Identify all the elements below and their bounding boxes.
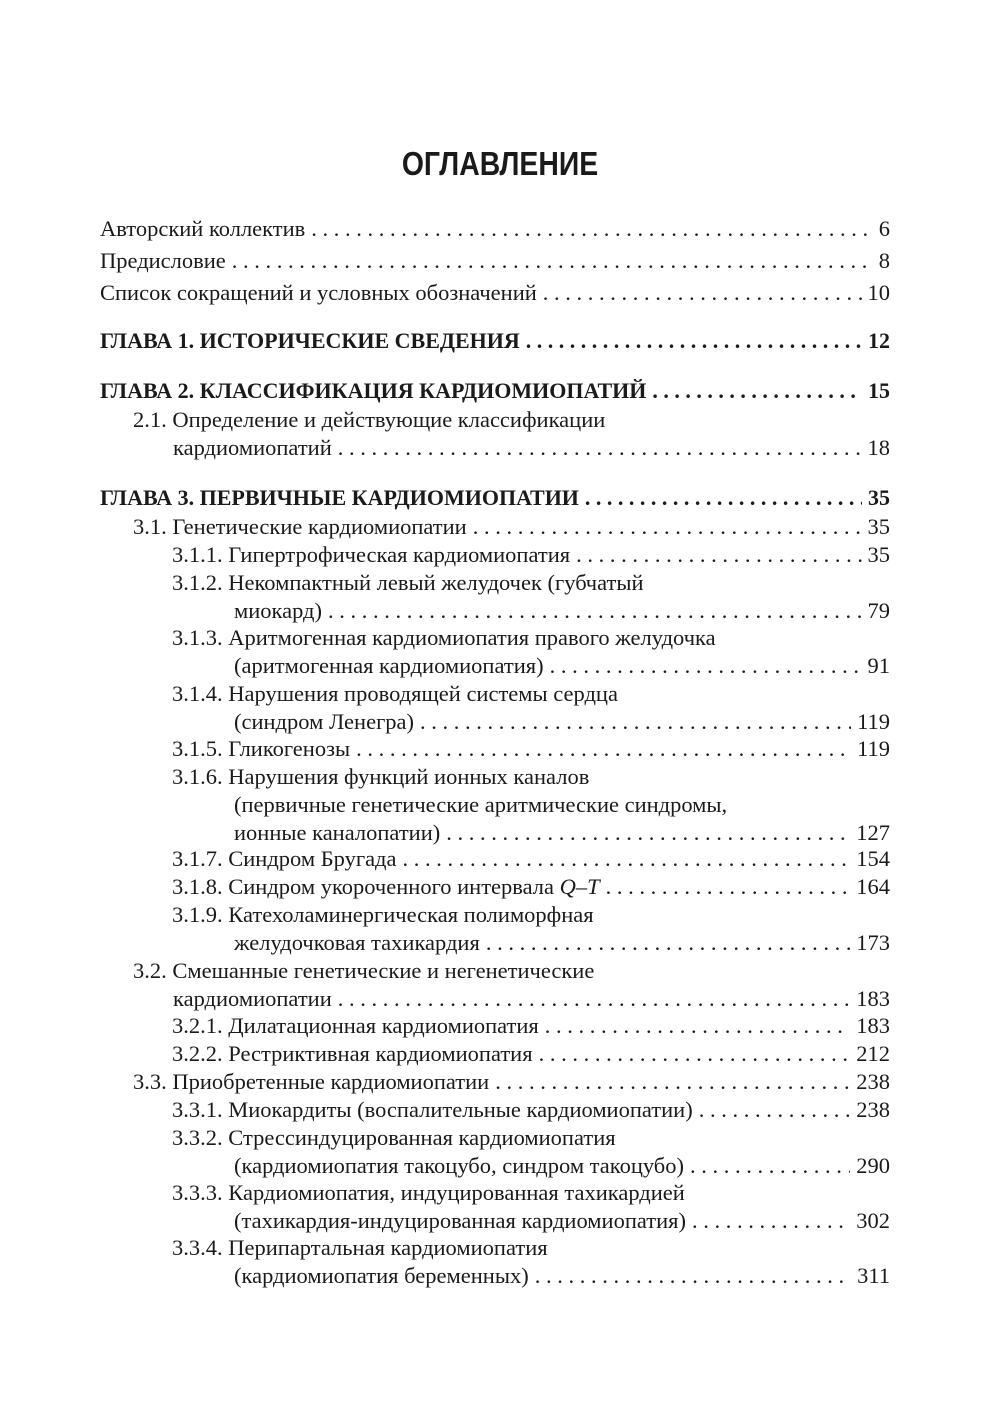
toc-entry[interactable]	[100, 247, 890, 275]
toc-page-number: 12	[868, 328, 890, 353]
toc-entry-text: 3.1.3. Аритмогенная кардиомиопатия правого желудочка	[172, 625, 716, 650]
toc-entry-text: 3.3.3. Кардиомиопатия, индуцированная тахикардией	[172, 1180, 685, 1205]
toc-page-number: 18	[867, 435, 890, 460]
leader-dots	[420, 708, 851, 736]
toc-page-number: 154	[856, 846, 890, 871]
toc-page-number: 311	[857, 1263, 890, 1288]
toc-page-number: 212	[856, 1041, 890, 1066]
leader-dots	[543, 279, 862, 307]
page-title: ОГЛАВЛЕНИЕ	[401, 145, 599, 182]
toc-page-number: 10	[867, 280, 890, 305]
toc-page-number: 183	[856, 986, 890, 1011]
toc-entry[interactable]	[172, 845, 890, 873]
leader-dots	[539, 1040, 851, 1068]
toc-entry[interactable]	[172, 680, 890, 736]
toc-entry[interactable]	[172, 1040, 890, 1068]
toc-page-number: 164	[856, 874, 890, 899]
leader-dots	[535, 1262, 851, 1290]
toc-chapter-1[interactable]	[100, 327, 890, 355]
toc-page-number: 127	[856, 820, 890, 845]
toc-entry[interactable]	[172, 873, 890, 901]
toc-entry-text: 3.3.4. Перипартальная кардиомиопатия	[172, 1235, 548, 1260]
toc-entry-text: кардиомиопатии	[173, 986, 332, 1011]
toc-entry-text: 3.1.6. Нарушения функций ионных каналов	[172, 764, 590, 789]
toc-page-number: 119	[857, 736, 890, 761]
toc-entry-text: миокард)	[234, 598, 323, 623]
toc-page-number: 290	[856, 1153, 890, 1178]
leader-dots	[576, 541, 861, 569]
leader-dots	[356, 735, 851, 763]
toc-entry-text: 3.3.2. Стрессиндуцированная кардиомиопатия	[172, 1125, 616, 1150]
toc-entry-text: (первичные генетические аритмические синдромы,	[234, 792, 728, 817]
toc-entry-text: желудочковая тахикардия	[234, 930, 480, 955]
toc-entry-text: кардиомиопатий	[173, 435, 332, 460]
toc-entry-text: ГЛАВА 1. ИСТОРИЧЕСКИЕ СВЕДЕНИЯ	[100, 328, 520, 353]
toc-entry[interactable]	[172, 901, 890, 957]
toc-chapter-3[interactable]	[100, 484, 890, 512]
leader-dots	[690, 1152, 850, 1180]
toc-entry[interactable]	[133, 406, 890, 462]
toc-entry-text: 3.1.9. Катехоламинергическая полиморфная	[172, 902, 594, 927]
toc-entry[interactable]	[172, 1124, 890, 1180]
toc-entry[interactable]	[133, 957, 890, 1013]
leader-dots	[692, 1207, 850, 1235]
toc-entry-text: Авторский коллектив	[100, 216, 306, 241]
toc-entry-text: 3.1. Генетические кардиомиопатии	[133, 514, 467, 539]
toc-entry[interactable]	[172, 624, 890, 680]
toc-entry-text: 3.1.2. Некомпактный левый желудочек (губчатый	[172, 570, 644, 595]
leader-dots	[495, 1068, 850, 1096]
toc-entry-text: 3.1.1. Гипертрофическая кардиомиопатия	[172, 542, 571, 567]
toc-entry-text: (тахикардия-индуцированная кардиомиопатия)	[234, 1208, 686, 1233]
toc-entry[interactable]	[172, 541, 890, 569]
toc-entry-text: (синдром Ленегра)	[234, 709, 415, 734]
toc-entry[interactable]	[133, 513, 890, 541]
leader-dots	[338, 434, 862, 462]
toc-entry[interactable]	[172, 1096, 890, 1124]
toc-entry[interactable]	[100, 215, 890, 243]
toc-entry-text: 3.2. Смешанные генетические и негенетические	[133, 958, 595, 983]
toc-entry-text: 3.3. Приобретенные кардиомиопатии	[133, 1069, 490, 1094]
toc-entry[interactable]	[172, 569, 890, 625]
toc-page-number: 35	[867, 514, 890, 539]
toc-page-number: 238	[856, 1069, 890, 1094]
toc-entry-text: ионные каналопатии)	[234, 820, 441, 845]
toc-entry-text: 3.3.1. Миокардиты (воспалительные кардиомиопатии)	[172, 1097, 693, 1122]
toc-entry-text: (кардиомиопатия такоцубо, синдром такоцубо)	[234, 1153, 684, 1178]
toc-entry-text: 3.2.2. Рестриктивная кардиомиопатия	[172, 1041, 533, 1066]
toc-page-number: 238	[856, 1097, 890, 1122]
toc-page-number: 35	[868, 485, 890, 510]
toc-entry-text: ГЛАВА 2. КЛАССИФИКАЦИЯ КАРДИОМИОПАТИЙ	[100, 378, 647, 403]
leader-dots	[328, 597, 861, 625]
toc-page-number: 302	[856, 1208, 890, 1233]
toc-entry[interactable]	[172, 1012, 890, 1040]
leader-dots	[699, 1096, 851, 1124]
toc-entry[interactable]	[100, 279, 890, 307]
leader-dots	[486, 929, 850, 957]
toc-entry[interactable]	[172, 1234, 890, 1290]
toc-chapter-2[interactable]	[100, 377, 890, 405]
leader-dots	[473, 513, 862, 541]
toc-entry-italic: Q–T	[559, 874, 600, 899]
toc-page-number: 15	[868, 378, 890, 403]
toc-entry[interactable]	[172, 763, 890, 847]
toc-page-number: 35	[867, 542, 890, 567]
leader-dots	[403, 845, 851, 873]
toc-page-number: 183	[856, 1013, 890, 1038]
toc-entry-text: Предисловие	[100, 248, 226, 273]
leader-dots	[585, 484, 862, 512]
toc-entry-text: ГЛАВА 3. ПЕРВИЧНЫЕ КАРДИОМИОПАТИИ	[100, 485, 579, 510]
toc-entry-text: 3.1.5. Гликогенозы	[172, 736, 351, 761]
toc-page-number: 119	[857, 709, 890, 734]
toc-entry[interactable]	[172, 1179, 890, 1235]
leader-dots	[232, 247, 873, 275]
leader-dots	[606, 873, 851, 901]
leader-dots	[338, 985, 851, 1013]
toc-page-number: 91	[867, 653, 890, 678]
toc-entry-text: (аритмогенная кардиомиопатия)	[234, 653, 544, 678]
toc-entry[interactable]	[172, 735, 890, 763]
toc-entry-text: 3.2.1. Дилатационная кардиомиопатия	[172, 1013, 539, 1038]
leader-dots	[545, 1012, 850, 1040]
toc-entry-text: (кардиомиопатия беременных)	[234, 1263, 529, 1288]
leader-dots	[446, 819, 850, 847]
toc-entry-text: 3.1.4. Нарушения проводящей системы сердца	[172, 681, 618, 706]
toc-entry-text: Список сокращений и условных обозначений	[100, 280, 537, 305]
toc-entry-text: 3.1.7. Синдром Бругада	[172, 846, 397, 871]
toc-entry-text: 3.1.8. Синдром укороченного интервала	[172, 874, 554, 899]
toc-entry[interactable]	[133, 1068, 890, 1096]
leader-dots	[311, 215, 872, 243]
toc-entry-text: 2.1. Определение и действующие классификации	[133, 407, 606, 432]
toc-page-number: 173	[856, 930, 890, 955]
leader-dots	[550, 652, 862, 680]
leader-dots	[526, 327, 862, 355]
leader-dots	[652, 377, 862, 405]
toc-page-number: 8	[878, 248, 890, 273]
toc-page-number: 79	[867, 598, 890, 623]
toc-page-number: 6	[878, 216, 890, 241]
